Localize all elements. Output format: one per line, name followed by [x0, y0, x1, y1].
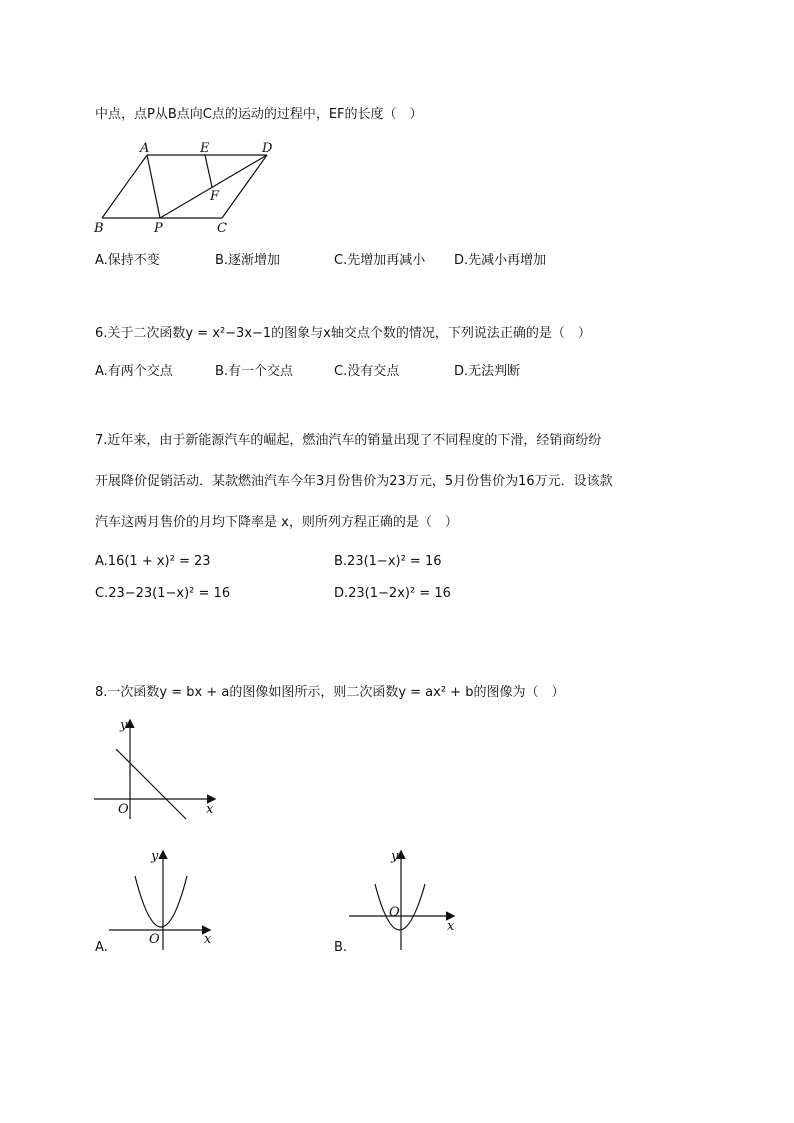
q7-option-b[interactable]: B.23(1−x)² = 16: [334, 554, 442, 569]
label-A: A: [140, 141, 150, 156]
q6-option-c[interactable]: C.没有交点: [334, 364, 400, 379]
q5-stem: 中点，点P从B点向C点的运动的过程中，EF的长度（ ）: [95, 107, 423, 122]
q6-option-d[interactable]: D.无法判断: [454, 364, 521, 379]
q7-stem-line2: 开展降价促销活动．某款燃油汽车今年3月份售价为23万元，5月份售价为16万元．设该款: [95, 474, 613, 489]
linear-function-graph: [90, 715, 230, 825]
q7-stem-line1: 7.近年来，由于新能源汽车的崛起，燃油汽车的销量出现了不同程度的下滑，经销商纷纷: [95, 433, 602, 448]
q6-option-a[interactable]: A.有两个交点: [95, 364, 173, 379]
label-C: C: [217, 221, 227, 236]
axis-y-label: y: [120, 718, 128, 733]
label-E: E: [200, 141, 210, 156]
q7-stem-line3: 汽车这两月售价的月均下降率是 x，则所列方程正确的是（ ）: [95, 515, 458, 530]
option-a-parabola-graph: [105, 848, 235, 948]
axis-x-label: x: [206, 802, 214, 817]
option-b-label[interactable]: B.: [334, 940, 348, 955]
q6-option-b[interactable]: B.有一个交点: [215, 364, 294, 379]
option-a-origin: O: [149, 932, 160, 947]
option-a-axis-y: y: [151, 849, 159, 864]
label-D: D: [262, 141, 273, 156]
option-b-origin: O: [389, 905, 400, 920]
q8-stem: 8.一次函数y = bx + a的图像如图所示，则二次函数y = ax² + b的图像为（ ）: [95, 685, 565, 700]
q5-option-a[interactable]: A.保持不变: [95, 253, 160, 268]
option-a-label[interactable]: A.: [95, 940, 108, 955]
option-b-axis-y: y: [391, 849, 399, 864]
parallelogram-figure: [90, 138, 290, 238]
q7-option-a[interactable]: A.16(1 + x)² = 23: [95, 554, 211, 569]
q6-stem: 6.关于二次函数y = x²−3x−1的图象与x轴交点个数的情况，下列说法正确的是（ ）: [95, 326, 591, 341]
q5-option-b[interactable]: B.逐渐增加: [215, 253, 281, 268]
option-a-axis-x: x: [204, 932, 212, 947]
q5-option-c[interactable]: C.先增加再减小: [334, 253, 426, 268]
q5-option-d[interactable]: D.先减小再增加: [454, 253, 547, 268]
q7-option-d[interactable]: D.23(1−2x)² = 16: [334, 586, 451, 601]
label-B: B: [94, 221, 104, 236]
option-b-parabola-graph: [345, 848, 475, 958]
label-F: F: [210, 189, 220, 204]
q7-option-c[interactable]: C.23−23(1−x)² = 16: [95, 586, 231, 601]
label-P: P: [154, 221, 163, 236]
origin-label: O: [118, 802, 129, 817]
option-b-axis-x: x: [447, 919, 455, 934]
